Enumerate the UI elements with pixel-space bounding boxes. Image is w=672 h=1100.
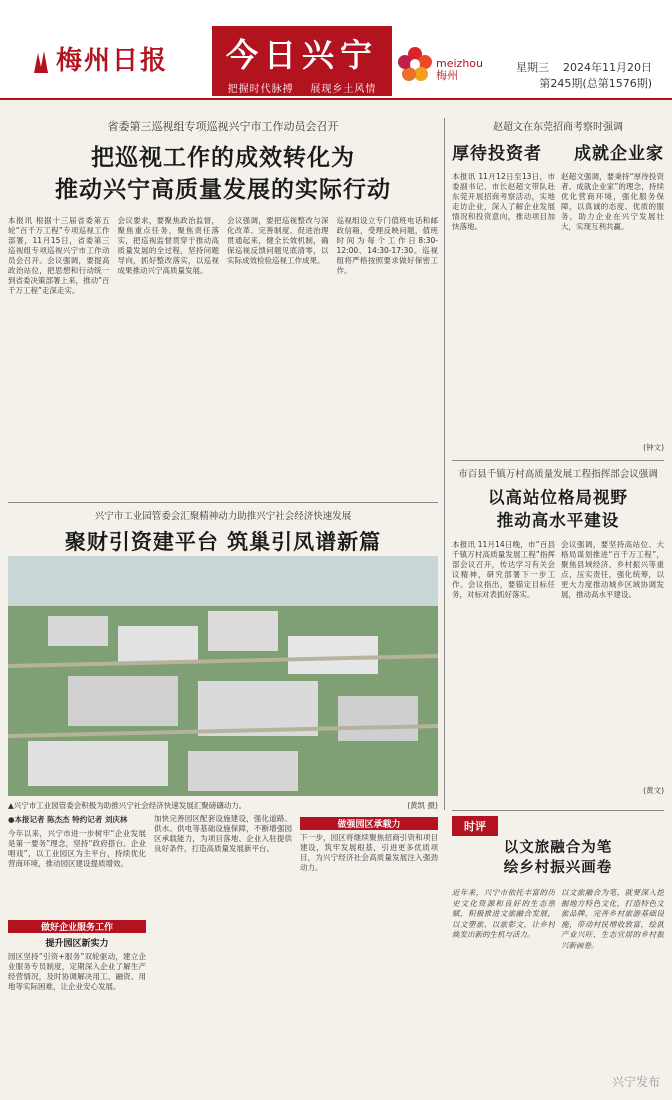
right-mid-kicker: 市百县千镇万村高质量发展工程指挥部会议强调	[458, 469, 658, 480]
lead-column: 本报讯 根据十三届省委第五轮“百千万工程”专项巡视工作部署，11月15日，省委第三巡视组专项巡视兴宁市工作动员会召开。会议强调，要提高政治站位，把思想和行动统一到省委决策部署上来，推动“百千万工程”走深走实。	[8, 216, 110, 295]
page-body	[8, 100, 664, 1092]
right-mid-headline-2: 推动高水平建设	[496, 511, 620, 530]
feature-column-text: 园区坚持“引资+服务”双轮驱动，建立企业服务专员制度，定期深入企业了解生产经营情况，及时协调解决用工、融资、用地等实际困难，让企业安心发展。	[8, 952, 146, 991]
plum-blossom-icon	[30, 49, 52, 75]
section-divider	[8, 502, 438, 503]
top-right-kicker: 赵超文在东莞招商考察时强调	[493, 122, 623, 133]
feature-story	[8, 508, 438, 1092]
paper-logo	[30, 40, 168, 77]
subhead: 提升园区新实力	[45, 939, 109, 949]
photo-caption-row	[8, 800, 438, 811]
brand-banner	[212, 26, 392, 96]
lead-kicker: 省委第三巡视组专项巡视兴宁市工作动员会召开	[107, 120, 339, 133]
right-mid-story	[452, 466, 664, 804]
photo-credit: (黄凯 摄)	[407, 801, 438, 810]
essay-story	[452, 816, 664, 1092]
right-mid-headline-1: 以高站位格局视野	[488, 488, 628, 507]
top-right-headline-left: 厚待投资者	[452, 144, 542, 164]
feature-headline: 聚财引资建平台 筑巢引凤谱新篇	[64, 529, 382, 554]
feature-column-text: 今年以来，兴宁市进一步树牢“企业发展是第一要务”理念，坚持“政府搭台、企业唱戏”，以工业园区为主平台，持续优化营商环境，推动园区建设提质增效。	[8, 829, 146, 868]
city-name: 梅州	[436, 69, 458, 82]
essay-column: 以文旅融合为笔，就要深入挖掘地方特色文化，打造特色文旅品牌，完善乡村旅游基础设施，带动村民增收致富，绘就产业兴旺、生态宜居的乡村振兴新画卷。	[561, 888, 664, 950]
lead-column: 会议要求，要聚焦政治监督，聚焦重点任务，聚焦责任落实，把巡视监督贯穿于推动高质量发展的全过程，坚持问题导向，抓好整改落实，以巡视成果推动兴宁高质量发展。	[117, 216, 219, 275]
issue-number: 第245期(总第1576期)	[539, 77, 652, 90]
section-divider	[452, 810, 664, 811]
watermark: 兴宁发布	[611, 1075, 660, 1089]
city-emblem-icon	[395, 44, 435, 84]
lead-headline-1: 把巡视工作的成效转化为	[91, 144, 355, 171]
feature-column-text: 下一步，园区将继续聚焦招商引资和项目建设，筑牢发展根基，引进更多优质项目，为兴宁经济社会高质量发展注入强劲动力。	[300, 833, 438, 872]
weekday: 星期三	[516, 61, 549, 74]
feature-byline: ●本报记者 陈杰杰 特约记者 刘庆林	[8, 815, 128, 824]
brand-title: 今日兴宁	[225, 36, 378, 74]
right-mid-byline: (黄文)	[643, 786, 664, 795]
industrial-park-photo	[8, 556, 438, 796]
city-label	[436, 58, 483, 82]
lead-story	[8, 118, 438, 528]
top-right-story	[452, 118, 664, 453]
photo-caption: ▲兴宁市工业园管委会积极为助推兴宁社会经济快速发展汇聚磅礴动力。	[8, 801, 247, 810]
top-right-columns	[452, 172, 664, 442]
lead-headline-2: 推动兴宁高质量发展的实际行动	[55, 176, 391, 203]
brand-slogans	[212, 80, 392, 95]
issue-date: 2024年11月20日	[563, 61, 652, 74]
essay-columns	[452, 888, 664, 1078]
feature-column-3	[300, 814, 438, 1092]
feature-columns	[8, 814, 438, 1092]
column-divider	[444, 118, 445, 810]
industrial-park-illustration	[8, 556, 438, 796]
feature-kicker: 兴宁市工业园管委会汇聚精神动力助推兴宁社会经济快速发展	[94, 511, 352, 522]
top-right-headline	[452, 139, 664, 164]
essay-tag: 时评	[452, 816, 498, 836]
section-divider	[452, 460, 664, 461]
top-right-byline: (钟文)	[643, 443, 664, 452]
essay-column: 近年来，兴宁市依托丰富的历史文化资源和良好的生态禀赋，积极推进文旅融合发展，以文塑旅、以旅彰文，让乡村焕发出新的生机与活力。	[452, 888, 555, 939]
top-right-column: 赵超文强调，要秉持“厚待投资者、成就企业家”的理念，持续优化营商环境，强化服务保障，以真诚的态度、优质的服务，助力企业在兴宁发展壮大，实现互利共赢。	[561, 172, 664, 231]
brand-slogan: 把握时代脉搏	[227, 84, 294, 95]
issue-info	[516, 60, 652, 92]
masthead	[0, 0, 672, 100]
feature-column-text: 加快完善园区配套设施建设，强化道路、供水、供电等基础设施保障，不断增强园区承载能力，为项目落地、企业入驻提供良好条件，打造高质量发展新平台。	[154, 814, 292, 853]
subhead: 做强园区承载力	[300, 817, 438, 830]
brand-slogan: 展现乡土风情	[310, 84, 377, 95]
feature-column-1	[8, 814, 146, 1092]
lead-column: 巡视组设立专门值班电话和邮政信箱，受理反映问题，值班时间为每个工作日8:30-12:00、14:30-17:30。巡视组将严格按照要求做好保密工作。	[336, 216, 438, 275]
top-right-column: 本报讯 11月12日至13日，市委副书记、市长赵超文带队赴东莞开展招商考察活动，实地走访企业，深入了解企业发展情况和投资意向，推动项目加快落地。	[452, 172, 555, 231]
right-mid-column: 本报讯 11月14日晚，市“百县千镇万村高质量发展工程”指挥部会议召开，传达学习有关会议精神，研究部署下一步工作。会议指出，要锚定目标任务，对标对表抓好落实。	[452, 540, 555, 599]
lead-column: 会议强调，要把巡视整改与深化改革、完善制度、促进治理贯通起来，健全长效机制，确保巡视反馈问题见底清零，以实际成效检验巡视工作成果。	[227, 216, 329, 265]
essay-headline-1: 以文旅融合为笔	[503, 839, 613, 856]
essay-headline-2: 绘乡村振兴画卷	[503, 859, 613, 876]
subhead: 做好企业服务工作	[8, 920, 146, 933]
right-mid-columns	[452, 540, 664, 785]
right-mid-column: 会议强调，要坚持高站位、大格局谋划推进“百千万工程”，聚焦县域经济、乡村振兴等重点，压实责任，强化统筹，以更大力度推动城乡区域协调发展，推动高水平建设。	[561, 540, 664, 599]
paper-name: 梅州日报	[56, 46, 169, 76]
top-right-headline-right: 成就企业家	[574, 144, 664, 164]
lead-columns	[8, 216, 438, 506]
city-pinyin: meizhou	[436, 57, 483, 70]
